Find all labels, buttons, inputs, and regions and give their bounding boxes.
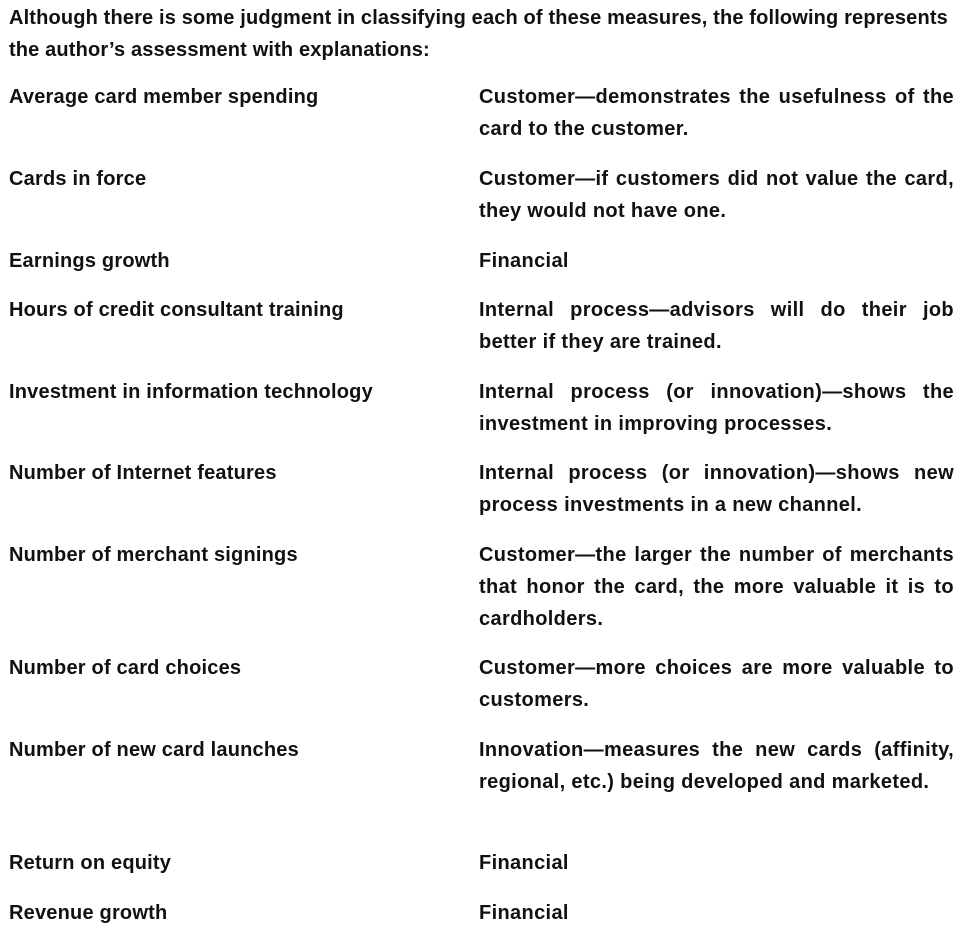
measure-name: Hours of credit consultant training	[9, 299, 344, 321]
measure-explanation: Customer—more choices are more valuable to customers.	[479, 657, 954, 711]
measure-explanation: Innovation—measures the new cards (affinity, regional, etc.) being developed and marketed.	[479, 739, 954, 793]
measure-explanation: Customer—the larger the number of merchants that honor the card, the more valuable it is to cardholders.	[479, 544, 954, 630]
measure-name: Number of card choices	[9, 657, 242, 679]
measure-explanation: Financial	[479, 250, 569, 272]
measure-name: Revenue growth	[9, 902, 168, 924]
measure-name: Investment in information technology	[9, 381, 373, 403]
measure-explanation: Customer—demonstrates the usefulness of the card to the customer.	[479, 86, 954, 140]
measure-name: Number of new card launches	[9, 739, 299, 761]
measure-name: Average card member spending	[9, 86, 319, 108]
measure-explanation: Internal process (or innovation)—shows the investment in improving processes.	[479, 381, 954, 435]
measure-explanation: Internal process (or innovation)—shows new process investments in a new channel.	[479, 462, 954, 516]
measure-explanation: Financial	[479, 902, 569, 924]
measure-name: Cards in force	[9, 168, 147, 190]
measure-name: Number of Internet features	[9, 462, 277, 484]
measure-name: Return on equity	[9, 852, 172, 874]
measure-explanation: Customer—if customers did not value the card, they would not have one.	[479, 168, 954, 222]
measure-explanation: Financial	[479, 852, 569, 874]
measure-name: Earnings growth	[9, 250, 170, 272]
measure-explanation: Internal process—advisors will do their job better if they are trained.	[479, 299, 954, 353]
measure-name: Number of merchant signings	[9, 544, 298, 566]
intro-paragraph: Although there is some judgment in classifying each of these measures, the following represents the author’s assessment with explanations:	[9, 7, 948, 61]
